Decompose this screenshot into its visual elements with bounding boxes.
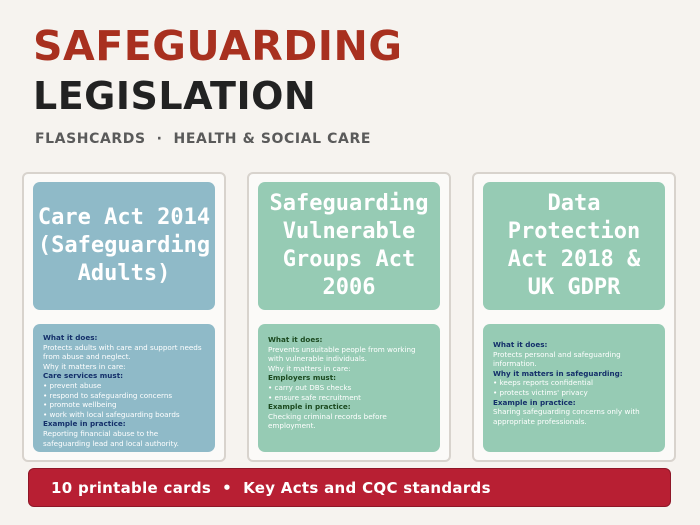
card-body xyxy=(33,324,215,452)
card-title: Safeguarding Vulnerable Groups Act 2006 xyxy=(269,191,429,300)
card-text-line: Prevents unsuitable people from working with vulnerable individuals. xyxy=(268,344,416,364)
card-text-line: Protects personal and safeguarding information. xyxy=(493,349,621,369)
title-line-2: LEGISLATION xyxy=(33,74,317,118)
card-svga xyxy=(247,172,451,462)
card-text-line: • prevent abuse xyxy=(43,380,102,390)
card-section-label: What it does: xyxy=(493,340,548,349)
card-title-box xyxy=(33,182,215,310)
card-title: Care Act 2014 (Safeguarding Adults) xyxy=(37,205,211,286)
banner-text: 10 printable cards • Key Acts and CQC standards xyxy=(51,479,491,497)
card-body xyxy=(258,324,440,452)
card-section-label: Employers must: xyxy=(268,373,337,383)
card-text-line: Sharing safeguarding concerns only with appropriate professionals. xyxy=(493,407,640,426)
card-text-line: • ensure safe recruitment xyxy=(268,392,361,402)
card-text-line: Protects adults with care and support needs from abuse and neglect. xyxy=(43,342,202,362)
card-text-line: • work with local safeguarding boards xyxy=(43,409,180,419)
card-text-line: Reporting financial abuse to the safeguarding lead and local authority. xyxy=(43,428,179,448)
card-section-label: Example in practice: xyxy=(268,402,351,412)
card-text-line: • keeps reports confidential xyxy=(493,378,594,388)
card-text-line: • respond to safeguarding concerns xyxy=(43,390,173,400)
subtitle: FLASHCARDS · HEALTH & SOCIAL CARE xyxy=(35,131,372,147)
card-section-label: Why it matters in safeguarding: xyxy=(493,368,623,378)
card-text-line: Checking criminal records before employment. xyxy=(268,411,387,431)
card-body xyxy=(483,324,665,452)
card-section-label: What it does: xyxy=(268,335,323,344)
card-care-act xyxy=(22,172,226,462)
card-title-box xyxy=(258,182,440,310)
card-text-line: • protects victims' privacy xyxy=(493,387,588,397)
card-title-box xyxy=(483,182,665,310)
card-section-label: What it does: xyxy=(43,333,98,342)
card-text-line: Why it matters in care: xyxy=(43,361,126,371)
footer-banner xyxy=(28,468,671,507)
card-section-label: Care services must: xyxy=(43,371,124,381)
card-data-protection xyxy=(472,172,676,462)
card-section-label: Example in practice: xyxy=(493,397,576,407)
card-text-line: • promote wellbeing xyxy=(43,400,117,410)
card-section-label: Example in practice: xyxy=(43,419,126,429)
title-line-1: SAFEGUARDING xyxy=(33,22,403,70)
card-text-line: • carry out DBS checks xyxy=(268,382,352,392)
card-title: Data Protection Act 2018 & UK GDPR xyxy=(507,191,641,300)
card-text-line: Why it matters in care: xyxy=(268,363,351,373)
